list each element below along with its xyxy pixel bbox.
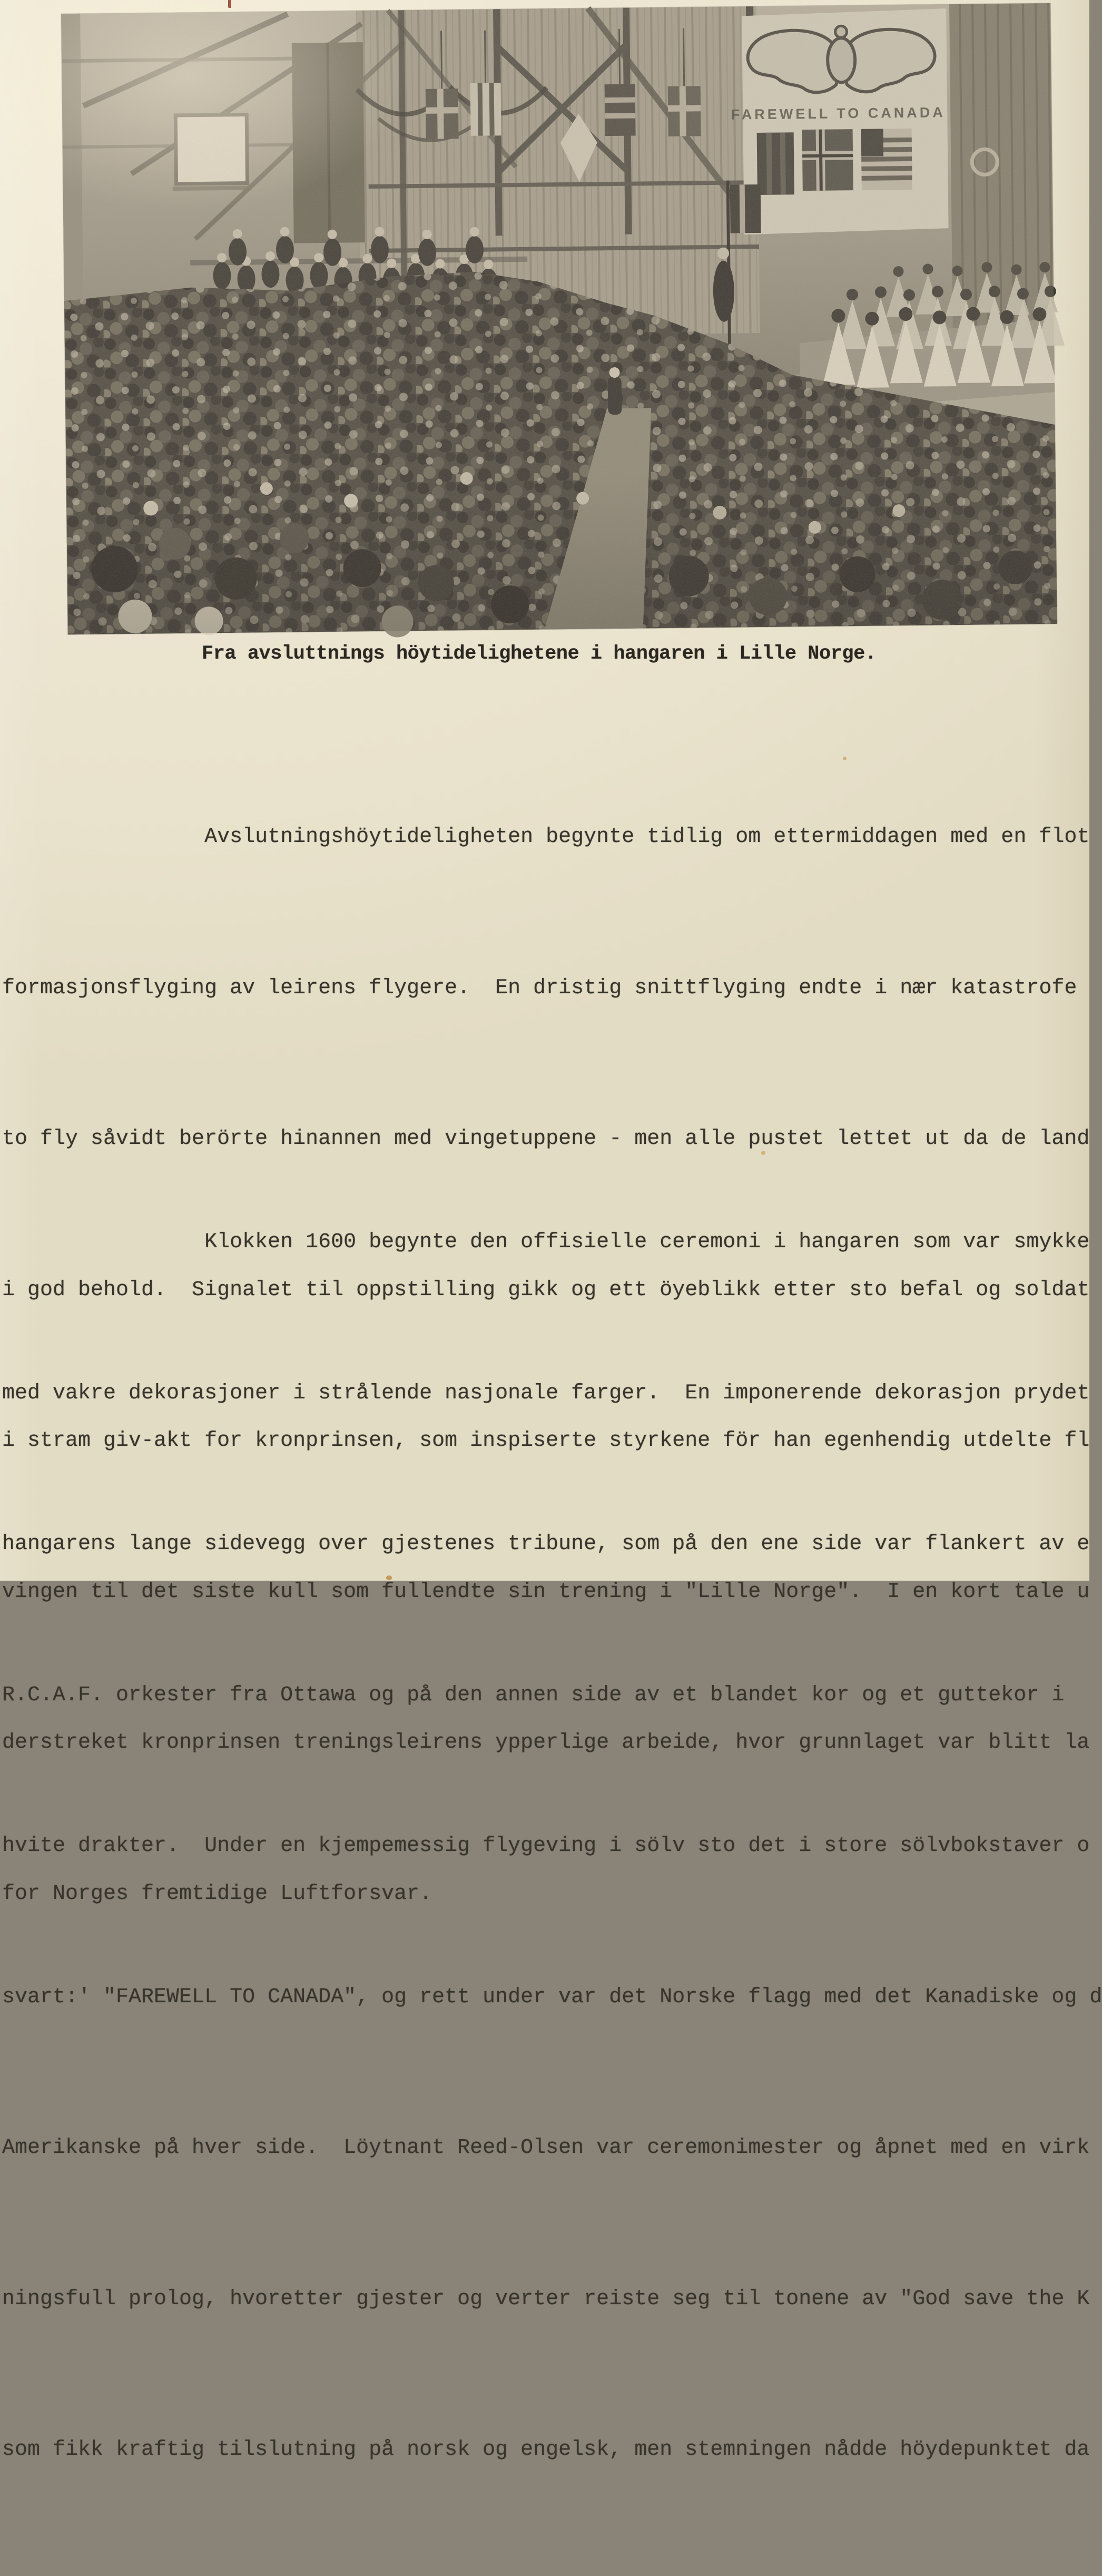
photo-grain: [61, 3, 1057, 634]
hangar-ceremony-illustration: [61, 3, 1057, 634]
body-line: med vakre dekorasjoner i strålende nasjonale farger. En imponerende dekorasjon prydet: [2, 1381, 1090, 1405]
body-line: to fly såvidt berörte hinannen med vingetuppene - men alle pustet lettet ut da de land: [2, 1127, 1090, 1151]
body-line: formasjonsflyging av leirens flygere. En dristig snittflyging endte i nær katastrofe: [2, 976, 1077, 1000]
body-line: hvite drakter. Under en kjempemessig flygeving i sölv sto det i store sölvbokstaver o: [2, 1834, 1090, 1858]
body-line: derstreket kronprinsen treningsleirens ypperlige arbeide, hvor grunnlaget var blitt la: [2, 1731, 1090, 1755]
body-line: ningsfull prolog, hvoretter gjester og verter reiste seg til tonene av "God save the K: [2, 2287, 1090, 2311]
paragraph-2: [2, 1116, 1102, 2576]
body-line: for Norges fremtidige Luftforsvar.: [2, 1882, 432, 1906]
body-line: som fikk kraftig tilslutning på norsk og engelsk, men stemningen nådde höydepunktet da: [2, 2438, 1090, 2462]
body-line: R.C.A.F. orkester fra Ottawa og på den annen side av et blandet kor og et guttekor i: [2, 1683, 1065, 1707]
body-line: i stram giv-akt for kronprinsen, som inspiserte styrkene för han egenhendig utdelte fl: [2, 1429, 1090, 1453]
scan-mark-red: [228, 0, 231, 8]
body-line: Amerikanske på hver side. Löytnant Reed-Olsen var ceremonimester og åpnet med en virk: [2, 2136, 1090, 2160]
paper-speck: [386, 1575, 392, 1580]
photo-caption: Fra avsluttnings höytidelighetene i hangaren i Lille Norge.: [202, 643, 877, 665]
body-line: i god behold. Signalet til oppstilling gikk og ett öyeblikk etter sto befal og soldat: [2, 1278, 1090, 1302]
body-line: Avslutningshöytideligheten begynte tidlig om ettermiddagen med en flot: [2, 825, 1090, 849]
body-line: vingen til det siste kull som fullendte sin trening i "Lille Norge". I en kort tale u: [2, 1580, 1090, 1604]
paper-speck: [761, 1151, 765, 1155]
body-line: svart:' "FAREWELL TO CANADA", og rett under var det Norske flagg med det Kanadiske og d: [2, 1985, 1102, 2009]
paper-speck: [843, 757, 847, 760]
ceremony-photograph: [61, 3, 1057, 634]
body-line: hangarens lange sidevegg over gjestenes tribune, som på den ene side var flankert av e: [2, 1532, 1090, 1556]
body-line: Klokken 1600 begynte den offisielle ceremoni i hangaren som var smykke: [2, 1230, 1090, 1254]
